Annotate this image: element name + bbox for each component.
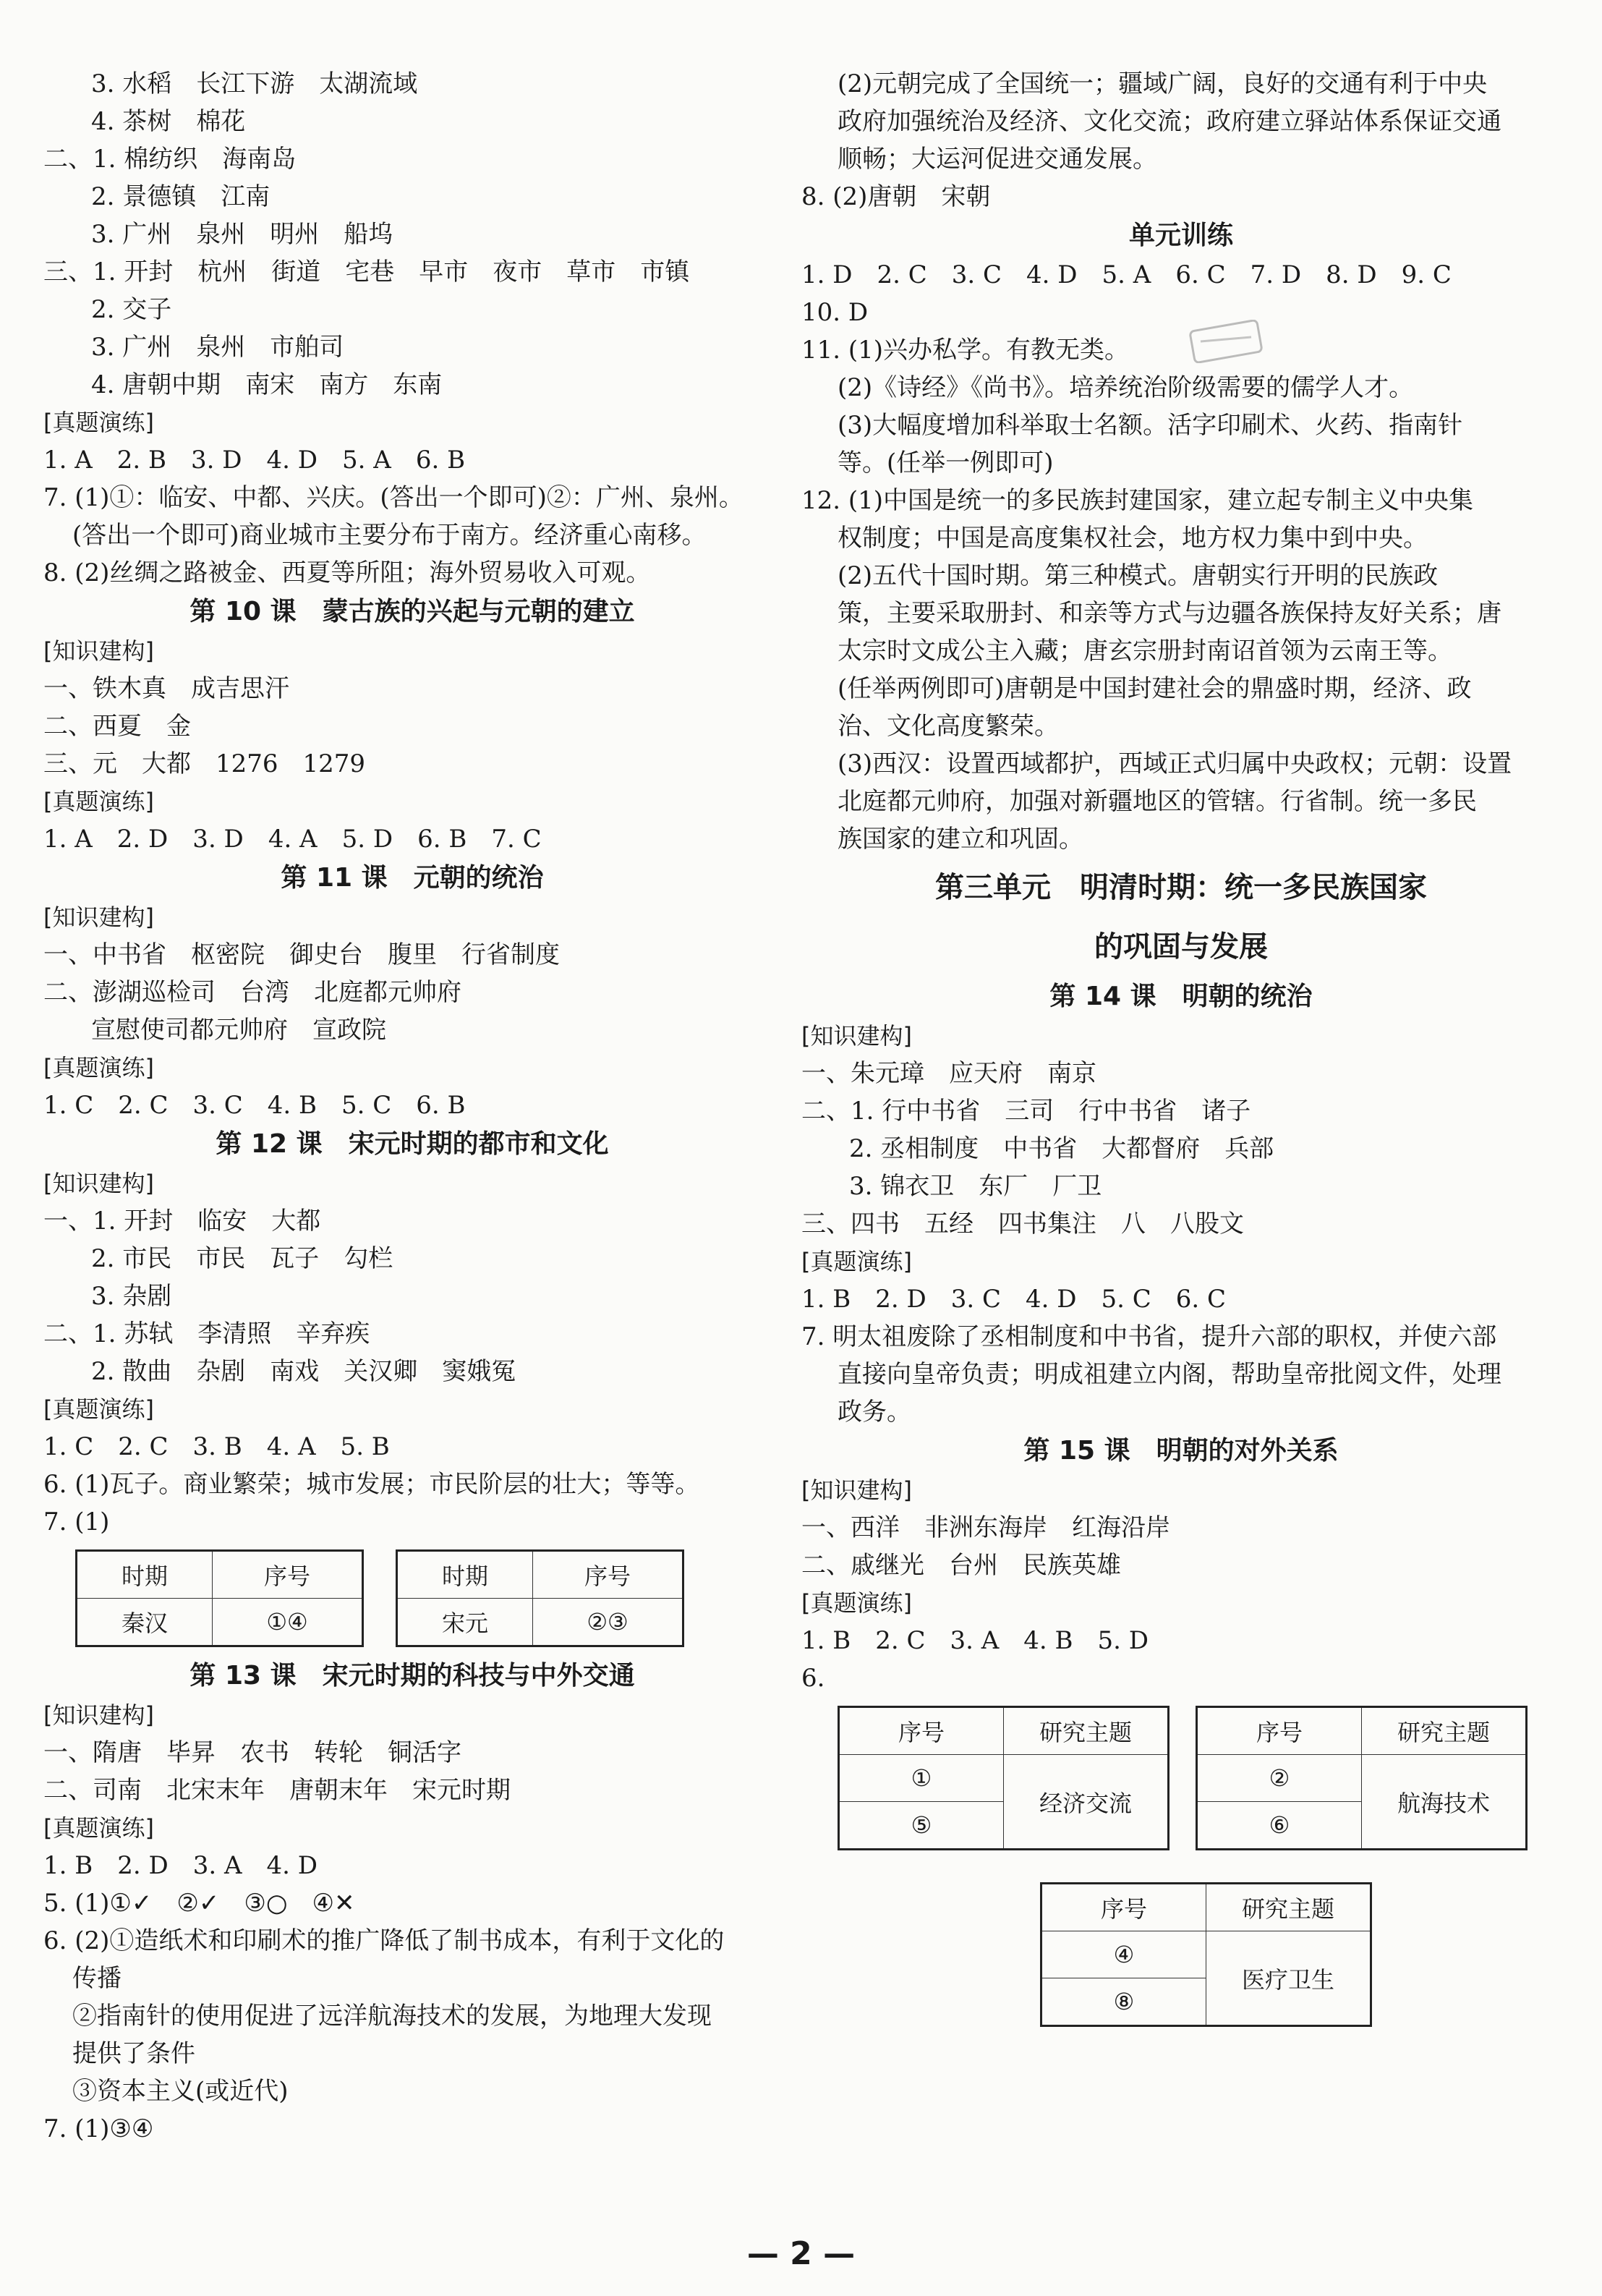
table-header: 研究主题 [1362, 1707, 1527, 1755]
answer-line: 太宗时文成公主入藏；唐玄宗册封南诏首领为云南王等。 [838, 637, 1452, 666]
answer-line: 一、1. 开封 临安 大都 [43, 1207, 321, 1236]
answer-line: 政府加强统治及经济、文化交流；政府建立驿站体系保证交通 [838, 107, 1501, 136]
table-header: 序号 [533, 1551, 683, 1599]
answer-line: 11. (1)兴办私学。有教无类。 [801, 336, 1130, 365]
table-cell: 航海技术 [1362, 1755, 1527, 1850]
table-cell: ⑧ [1041, 1978, 1206, 2026]
table-cell: 医疗卫生 [1206, 1931, 1371, 2026]
answer-tables [838, 1706, 1561, 1850]
answer-line: (3)大幅度增加科举取士名额。活字印刷术、火药、指南针 [838, 411, 1463, 440]
section-tag: [真题演练] [43, 1054, 154, 1081]
answer-line: (答出一个即可)商业城市主要分布于南方。经济重心南移。 [72, 521, 707, 550]
answer-line: 1. C 2. C 3. C 4. B 5. C 6. B [43, 1091, 466, 1120]
answer-line: 2. 交子 [91, 295, 172, 324]
table-header: 研究主题 [1004, 1707, 1169, 1755]
lesson-title: 第 15 课 明朝的对外关系 [1023, 1436, 1339, 1466]
table-header: 序号 [213, 1551, 363, 1599]
answer-table [1040, 1882, 1372, 2027]
answer-line: 1. D 2. C 3. C 4. D 5. A 6. C 7. D 8. D 9. C [801, 260, 1452, 289]
answer-line: 一、隋唐 毕昇 农书 转轮 铜活字 [43, 1738, 461, 1767]
answer-line: 宣慰使司都元帅府 宣政院 [91, 1016, 386, 1045]
section-tag: [知识建构] [43, 1701, 154, 1729]
table-cell: 经济交流 [1004, 1755, 1169, 1850]
lesson-title: 第 13 课 宋元时期的科技与中外交通 [189, 1661, 635, 1691]
section-tag: [真题演练] [43, 1395, 154, 1423]
answer-line: ③资本主义(或近代) [72, 2077, 289, 2106]
answer-line: 直接向皇帝负责；明成祖建立内阁，帮助皇帝批阅文件，处理 [838, 1360, 1501, 1389]
answer-line: (3)西汉：设置西域都护，西域正式归属中央政权；元朝：设置 [838, 749, 1512, 778]
section-tag: [知识建构] [801, 1022, 912, 1050]
answer-line: 3. 杂剧 [91, 1282, 172, 1311]
answer-line: 3. 广州 泉州 明州 船坞 [91, 220, 393, 249]
answer-line: 7. (1)③④ [43, 2114, 154, 2143]
answer-line: 一、朱元璋 应天府 南京 [801, 1059, 1096, 1088]
section-tag: [真题演练] [43, 788, 154, 815]
table-header: 时期 [397, 1551, 533, 1599]
table-header: 序号 [1197, 1707, 1362, 1755]
answer-line: 8. (2)丝绸之路被金、西夏等所阻；海外贸易收入可观。 [43, 558, 651, 587]
answer-table [75, 1549, 364, 1647]
answer-line: 3. 锦衣卫 东厂 厂卫 [849, 1172, 1102, 1201]
answer-line: 提供了条件 [72, 2039, 195, 2068]
answer-table [396, 1549, 684, 1647]
answer-line: 二、司南 北宋末年 唐朝末年 宋元时期 [43, 1776, 511, 1805]
table-cell: ②③ [533, 1599, 683, 1646]
answer-line: 顺畅；大运河促进交通发展。 [838, 145, 1157, 174]
answer-line: ②指南针的使用促进了远洋航海技术的发展，为地理大发现 [72, 2002, 712, 2031]
answer-line: 1. A 2. B 3. D 4. D 5. A 6. B [43, 446, 466, 475]
answer-line: 二、1. 棉纺织 海南岛 [43, 145, 297, 174]
answer-line: 2. 市民 市民 瓦子 勾栏 [91, 1244, 393, 1273]
answer-line: (2)五代十国时期。第三种模式。唐朝实行开明的民族政 [838, 561, 1439, 590]
answer-line: 族国家的建立和巩固。 [838, 825, 1083, 854]
table-cell: 宋元 [397, 1599, 533, 1646]
answer-line: 8. (2)唐朝 宋朝 [801, 182, 991, 211]
answer-line: 12. (1)中国是统一的多民族封建国家，建立起专制主义中央集 [801, 486, 1474, 515]
answer-line: 一、中书省 枢密院 御史台 腹里 行省制度 [43, 940, 560, 969]
answer-line: 三、元 大都 1276 1279 [43, 749, 366, 778]
section-tag: [真题演练] [43, 1814, 154, 1842]
answer-line: 政务。 [838, 1398, 911, 1427]
answer-line: 10. D [801, 298, 869, 327]
answer-line: 一、西洋 非洲东海岸 红海沿岸 [801, 1513, 1170, 1542]
page-number: — 2 — [746, 2235, 856, 2272]
answer-line: 6. [801, 1664, 825, 1693]
unit-title: 的巩固与发展 [1094, 930, 1268, 964]
table-cell: ② [1197, 1755, 1362, 1802]
stamp-watermark-icon [1186, 320, 1266, 363]
table-header: 序号 [1041, 1884, 1206, 1931]
lesson-title: 第 11 课 元朝的统治 [281, 863, 544, 893]
answer-line: 2. 丞相制度 中书省 大都督府 兵部 [849, 1134, 1274, 1163]
answer-line: 一、铁木真 成吉思汗 [43, 674, 289, 703]
answer-line: 二、1. 行中书省 三司 行中书省 诸子 [801, 1097, 1251, 1126]
left-column [43, 65, 781, 2148]
answer-line: 策，主要采取册封、和亲等方式与边疆各族保持友好关系；唐 [838, 599, 1501, 628]
answer-line: 3. 广州 泉州 市舶司 [91, 333, 344, 362]
answer-line: (2)元朝完成了全国统一；疆域广阔，良好的交通有利于中央 [838, 69, 1488, 98]
answer-line: 二、戚继光 台州 民族英雄 [801, 1551, 1121, 1580]
answer-line: 1. C 2. C 3. B 4. A 5. B [43, 1432, 390, 1461]
answer-line: 等。(任举一例即可) [838, 448, 1054, 477]
table-cell: ① [839, 1755, 1004, 1802]
answer-line: 传播 [72, 1964, 122, 1993]
table-cell: ⑤ [839, 1802, 1004, 1850]
answer-line: 1. B 2. D 3. A 4. D [43, 1851, 318, 1880]
section-tag: [知识建构] [43, 637, 154, 665]
answer-line: 二、澎湖巡检司 台湾 北庭都元帅府 [43, 978, 461, 1007]
right-column [801, 65, 1561, 2036]
answer-line: 二、1. 苏轼 李清照 辛弃疾 [43, 1319, 370, 1348]
answer-tables [1040, 1882, 1561, 2027]
unit-training-title: 单元训练 [1128, 221, 1233, 250]
answer-table [838, 1706, 1169, 1850]
answer-line: 3. 水稻 长江下游 太湖流域 [91, 69, 418, 98]
table-header: 序号 [839, 1707, 1004, 1755]
section-tag: [知识建构] [43, 1170, 154, 1197]
answer-line: 7. (1)①：临安、中都、兴庆。(答出一个即可)②：广州、泉州。 [43, 483, 744, 512]
answer-line: 三、1. 开封 杭州 街道 宅巷 早市 夜市 草市 市镇 [43, 258, 690, 286]
answer-table [1196, 1706, 1528, 1850]
table-cell: ①④ [213, 1599, 363, 1646]
answer-line: 1. A 2. D 3. D 4. A 5. D 6. B 7. C [43, 825, 542, 854]
section-tag: [知识建构] [801, 1476, 912, 1504]
answer-line: 7. (1) [43, 1508, 110, 1536]
lesson-title: 第 14 课 明朝的统治 [1049, 982, 1313, 1011]
answer-line: 7. 明太祖废除了丞相制度和中书省，提升六部的职权，并使六部 [801, 1322, 1497, 1351]
answer-line: 权制度；中国是高度集权社会，地方权力集中到中央。 [838, 524, 1428, 553]
answer-line: 北庭都元帅府，加强对新疆地区的管辖。行省制。统一多民 [838, 787, 1477, 816]
answer-line: (任举两例即可)唐朝是中国封建社会的鼎盛时期，经济、政 [838, 674, 1472, 703]
answer-line: 6. (2)①造纸术和印刷术的推广降低了制书成本，有利于文化的 [43, 1926, 725, 1955]
lesson-title: 第 12 课 宋元时期的都市和文化 [216, 1129, 609, 1159]
table-cell: ⑥ [1197, 1802, 1362, 1850]
answer-line: 治、文化高度繁荣。 [838, 712, 1059, 741]
answer-line: 1. B 2. C 3. A 4. B 5. D [801, 1626, 1149, 1655]
answer-line: (2)《诗经》《尚书》。培养统治阶级需要的儒学人才。 [838, 373, 1414, 402]
answer-line: 6. (1)瓦子。商业繁荣；城市发展；市民阶层的壮大；等等。 [43, 1470, 700, 1499]
unit-title: 第三单元 明清时期：统一多民族国家 [935, 871, 1427, 904]
section-tag: [真题演练] [801, 1248, 912, 1275]
answer-line: 2. 景德镇 江南 [91, 182, 270, 211]
answer-line: 4. 唐朝中期 南宋 南方 东南 [91, 370, 443, 399]
section-tag: [知识建构] [43, 903, 154, 931]
answer-line: 1. B 2. D 3. C 4. D 5. C 6. C [801, 1285, 1227, 1314]
table-cell: ④ [1041, 1931, 1206, 1978]
answer-line: 4. 茶树 棉花 [91, 107, 246, 136]
answer-line: 5. (1)①✓ ②✓ ③○ ④✕ [43, 1889, 355, 1918]
table-header: 时期 [77, 1551, 213, 1599]
answer-line: 二、西夏 金 [43, 712, 191, 741]
answer-tables [75, 1549, 781, 1647]
table-cell: 秦汉 [77, 1599, 213, 1646]
lesson-title: 第 10 课 蒙古族的兴起与元朝的建立 [189, 597, 635, 626]
section-tag: [真题演练] [43, 409, 154, 436]
table-header: 研究主题 [1206, 1884, 1371, 1931]
section-tag: [真题演练] [801, 1589, 912, 1617]
answer-line: 2. 散曲 杂剧 南戏 关汉卿 窦娥冤 [91, 1357, 516, 1386]
answer-line: 三、四书 五经 四书集注 八 八股文 [801, 1209, 1244, 1238]
